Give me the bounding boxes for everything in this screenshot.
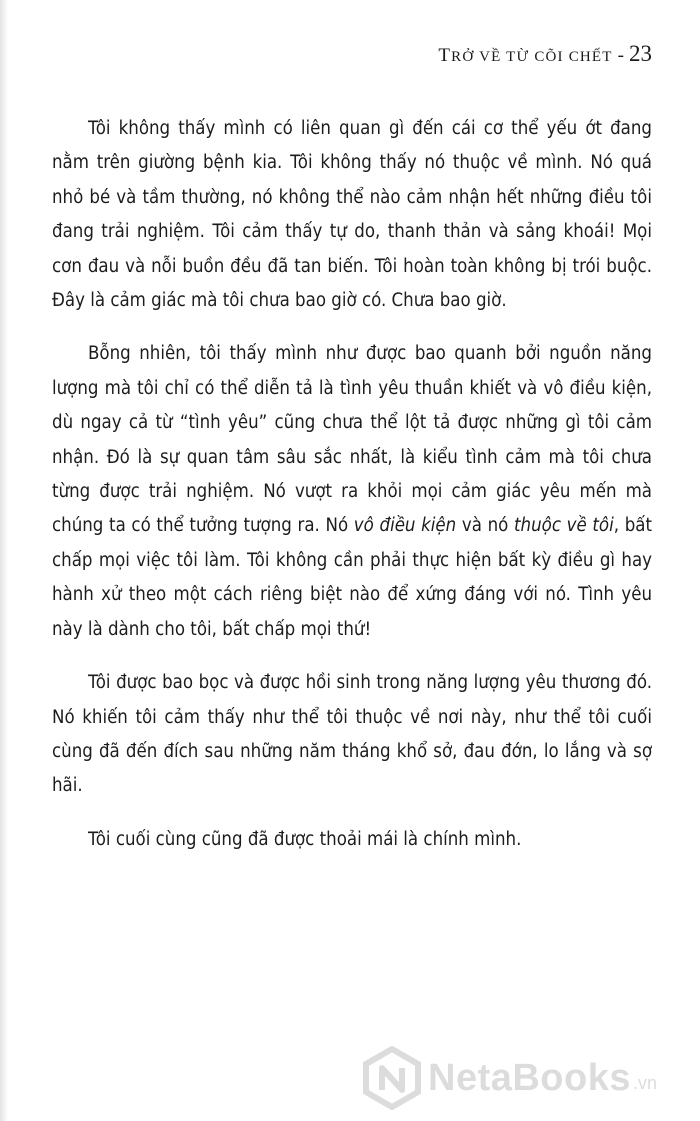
paragraph-1: Tôi không thấy mình có liên quan gì đến cái cơ thể yếu ớt đang nằm trên giường bệnh kia. Tôi không thấy nó thuộc về mình. Nó quá nhỏ bé và tầm thường, nó không thể nào cảm nhận hết những điều tôi đang trải nghiệm. Tôi cảm thấy tự do, thanh thản và sảng khoái! Mọi cơn đau và nỗi buồn đều đã tan biến. Tôi hoàn toàn không bị trói buộc. Đây là cảm giác mà tôi chưa bao giờ có. Chưa bao giờ. [52,118,652,312]
watermark [362,1046,657,1110]
paragraph-4: Tôi cuối cùng cũng đã được thoải mái là chính mình. [88,828,522,850]
watermark-brand: NetaBooks [428,1056,631,1099]
page-gutter-shadow [0,0,8,1121]
body-text [52,112,652,876]
paragraph-2-part-3: , bất chấp mọi việc tôi làm. Tôi không cần phải thực hiện bất kỳ điều gì hay hành xử theo một cách riêng biệt nào để xứng đáng với nó. Tình yêu này là dành cho tôi, bất chấp mọi thứ! [52,515,652,640]
watermark-tld: .vn [633,1073,658,1093]
header-separator: - [617,45,624,66]
netabooks-logo-icon [362,1046,422,1110]
running-header [438,41,652,67]
paragraph-3: Tôi được bao bọc và được hồi sinh trong năng lượng yêu thương đó. Nó khiến tôi cảm thấy như thể tôi thuộc về nơi này, như thể tôi cuối cùng đã đến đích sau những năm tháng khổ sở, đau đớn, lo lắng và sợ hãi. [52,672,652,797]
paragraph-2-part-1: Bỗng nhiên, tôi thấy mình như được bao quanh bởi nguồn năng lượng mà tôi chỉ có thể diễn tả là tình yêu thuần khiết và vô điều kiện, dù ngay cả từ “tình yêu” cũng chưa thể lột tả được những gì tôi cảm nhận. Đó là sự quan tâm sâu sắc nhất, là kiểu tình cảm mà tôi chưa từng được trải nghiệm. Nó vượt ra khỏi mọi cảm giác yêu mến mà chúng ta có thể tưởng tượng ra. Nó [52,343,652,537]
page-number: 23 [629,41,652,66]
book-title [438,45,613,66]
paragraph-2-part-2: và nó [456,515,515,537]
paragraph-2 [52,337,652,647]
book-title-initial: T [438,45,452,66]
paragraph-2-italic-1: vô điều kiện [353,515,457,537]
paragraph-2-italic-2: thuộc về tôi [514,515,614,537]
book-title-rest: RỞ VỀ TỪ CÕI CHẾT [451,49,613,65]
